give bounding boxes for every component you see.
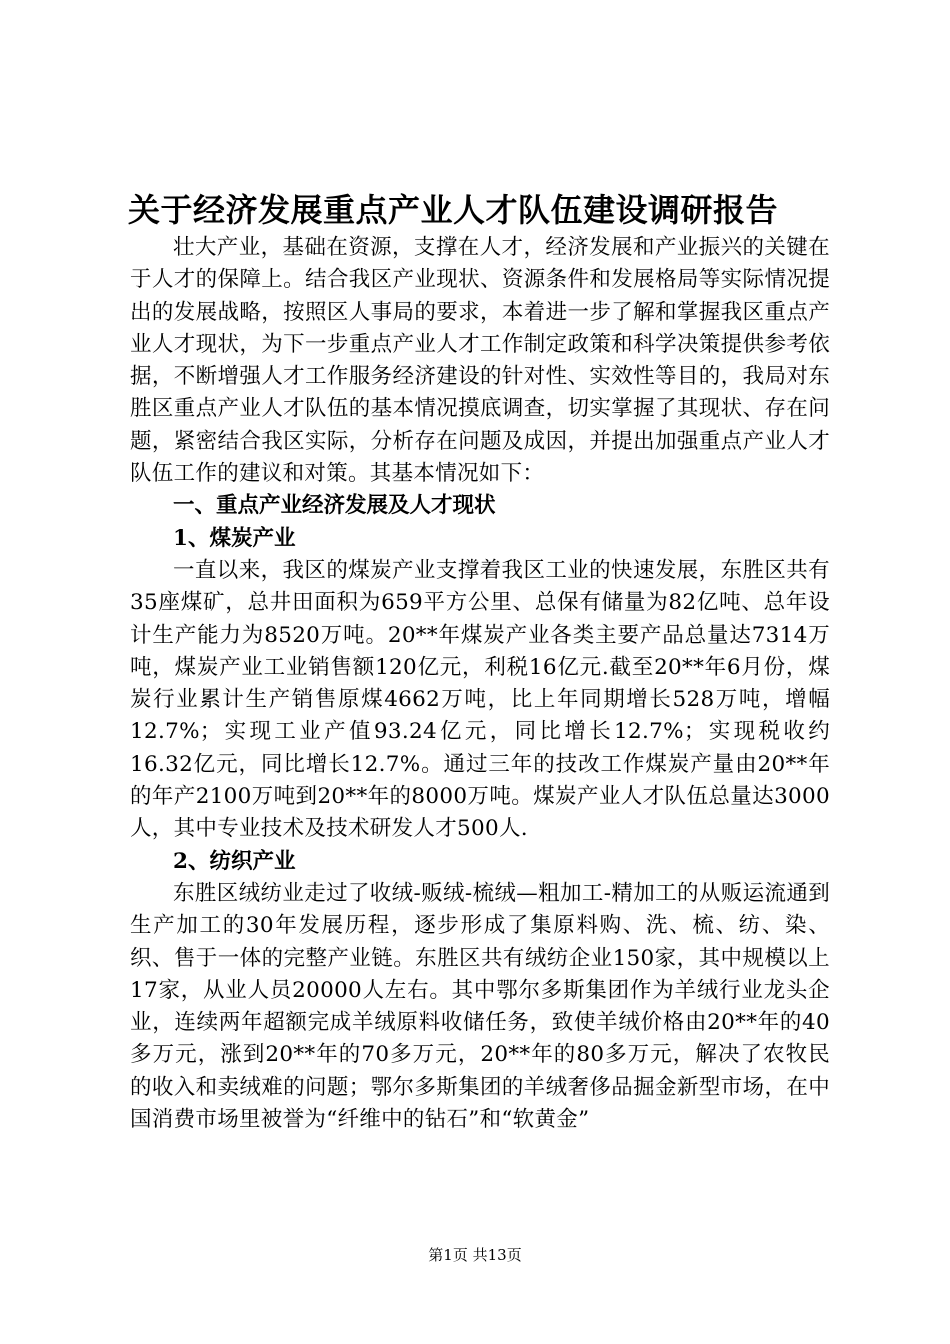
document-body bbox=[130, 232, 830, 1136]
document-title: 关于经济发展重点产业人才队伍建设调研报告 bbox=[128, 191, 779, 229]
section-heading-1: 一、重点产业经济发展及人才现状 bbox=[173, 493, 496, 519]
page-number-footer: 第1页 共13页 bbox=[428, 1246, 522, 1264]
intro-paragraph: 壮大产业，基础在资源，支撑在人才，经济发展和产业振兴的关键在于人才的保障上。结合我区产业现状、资源条件和发展格局等实际情况提出的发展战略，按照区人事局的要求，本着进一步了解和掌握我区重点产业人才现状，为下一步重点产业人才工作制定政策和科学决策提供参考依据，不断增强人才工作服务经济建设的针对性、实效性等目的，我局对东胜区重点产业人才队伍的基本情况摸底调查，切实掌握了其现状、存在问题，紧密结合我区实际，分析存在问题及成因，并提出加强重点产业人才队伍工作的建议和对策。其基本情况如下： bbox=[130, 235, 830, 487]
subsection-heading-textile: 2、纺织产业 bbox=[173, 848, 296, 874]
coal-industry-paragraph: 一直以来，我区的煤炭产业支撑着我区工业的快速发展，东胜区共有35座煤矿，总井田面积为659平方公里、总保有储量为82亿吨、总年设计生产能力为8520万吨。20**年煤炭产业各类主要产品总量达7314万吨，煤炭产业工业销售额120亿元，利税16亿元.截至20**年6月份，煤炭行业累计生产销售原煤4662万吨，比上年同期增长528万吨，增幅12.7%；实现工业产值93.24亿元，同比增长12.7%；实现税收约16.32亿元，同比增长12.7%。通过三年的技改工作煤炭产量由20**年的年产2100万吨到20**年的8000万吨。煤炭产业人才队伍总量达3000人，其中专业技术及技术研发人才500人. bbox=[130, 557, 830, 842]
textile-industry-paragraph: 东胜区绒纺业走过了收绒-贩绒-梳绒—粗加工-精加工的从贩运流通到生产加工的30年发展历程，逐步形成了集原料购、洗、梳、纺、染、织、售于一体的完整产业链。东胜区共有绒纺企业150家，其中规模以上17家，从业人员20000人左右。其中鄂尔多斯集团作为羊绒行业龙头企业，连续两年超额完成羊绒原料收储任务，致使羊绒价格由20**年的40多万元，涨到20**年的70多万元，20**年的80多万元，解决了农牧民的收入和卖绒难的问题；鄂尔多斯集团的羊绒奢侈品掘金新型市场，在中国消费市场里被誉为“纤维中的钻石”和“软黄金” bbox=[130, 880, 830, 1133]
subsection-heading-coal: 1、煤炭产业 bbox=[173, 525, 296, 551]
